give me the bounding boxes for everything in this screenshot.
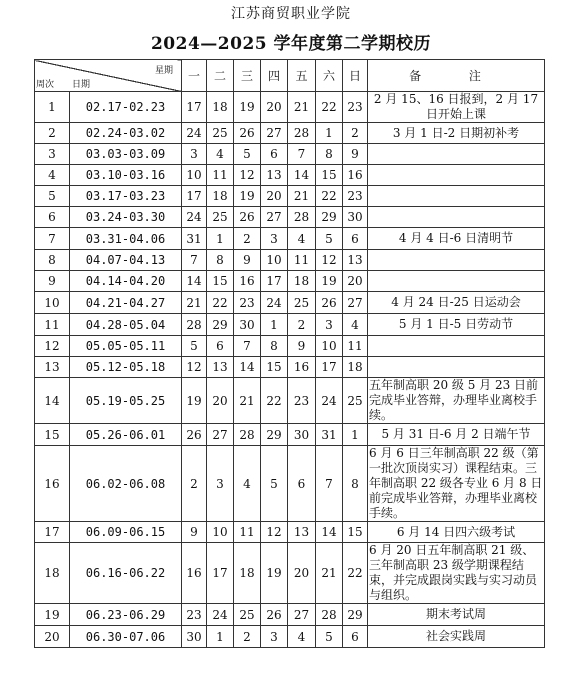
week-number-label: 周次: [36, 80, 55, 90]
date-range: 03.03-03.09: [70, 144, 182, 165]
weekday-header: 四: [261, 60, 288, 92]
page-title: 2024—2025 学年度第二学期校历: [150, 34, 432, 54]
day-cell: 31: [316, 424, 343, 446]
day-cell: 1: [207, 228, 234, 250]
date-range: 05.19-05.25: [70, 378, 182, 424]
remark-cell: 6 月 6 日三年制高职 22 级（第一批次顶岗实习）课程结束。三年制高职 22 级各专业 6 月 8 日前完成毕业答辩，办理毕业离校手续。: [368, 446, 545, 522]
day-cell: 23: [182, 604, 207, 626]
day-cell: 17: [182, 186, 207, 207]
day-cell: 25: [234, 604, 261, 626]
table-header-row: [35, 60, 545, 92]
day-cell: 7: [288, 144, 316, 165]
day-cell: 30: [343, 207, 368, 228]
remark-cell: 期末考试周: [368, 604, 545, 626]
date-range: 06.30-07.06: [70, 626, 182, 648]
day-cell: 1: [261, 314, 288, 336]
day-cell: 28: [234, 424, 261, 446]
date-label: 日期: [72, 80, 91, 90]
day-cell: 12: [316, 250, 343, 271]
calendar-body: [35, 92, 545, 648]
week-number: 8: [35, 250, 70, 271]
date-range: 04.21-04.27: [70, 292, 182, 314]
remark-cell: 4 月 24 日-25 日运动会: [368, 292, 545, 314]
day-cell: 23: [234, 292, 261, 314]
day-cell: 10: [316, 336, 343, 357]
day-cell: 4: [288, 228, 316, 250]
weekday-header: 六: [316, 60, 343, 92]
day-cell: 26: [316, 292, 343, 314]
week-number: 14: [35, 378, 70, 424]
table-row: [35, 228, 545, 250]
day-cell: 9: [343, 144, 368, 165]
day-cell: 5: [234, 144, 261, 165]
day-cell: 12: [182, 357, 207, 378]
week-number: 18: [35, 543, 70, 604]
day-cell: 13: [288, 522, 316, 543]
week-number: 15: [35, 424, 70, 446]
date-range: 04.07-04.13: [70, 250, 182, 271]
day-cell: 19: [234, 186, 261, 207]
day-cell: 23: [343, 186, 368, 207]
day-cell: 25: [207, 207, 234, 228]
day-cell: 20: [261, 186, 288, 207]
date-range: 06.23-06.29: [70, 604, 182, 626]
day-cell: 26: [234, 123, 261, 144]
day-cell: 15: [261, 357, 288, 378]
weekday-header: 三: [234, 60, 261, 92]
day-cell: 25: [207, 123, 234, 144]
day-cell: 4: [288, 626, 316, 648]
day-cell: 21: [288, 186, 316, 207]
week-number: 19: [35, 604, 70, 626]
day-cell: 17: [207, 543, 234, 604]
day-cell: 23: [288, 378, 316, 424]
remark-cell: [368, 271, 545, 292]
week-number: 11: [35, 314, 70, 336]
day-cell: 25: [288, 292, 316, 314]
date-range: 05.05-05.11: [70, 336, 182, 357]
table-row: [35, 446, 545, 522]
diagonal-header-cell: [35, 60, 182, 92]
day-cell: 11: [207, 165, 234, 186]
day-cell: 28: [288, 123, 316, 144]
table-row: [35, 250, 545, 271]
day-cell: 2: [343, 123, 368, 144]
day-cell: 13: [261, 165, 288, 186]
day-cell: 18: [343, 357, 368, 378]
day-cell: 17: [261, 271, 288, 292]
day-cell: 8: [343, 446, 368, 522]
day-cell: 14: [288, 165, 316, 186]
week-number: 2: [35, 123, 70, 144]
day-cell: 3: [261, 626, 288, 648]
day-cell: 4: [234, 446, 261, 522]
table-row: [35, 123, 545, 144]
date-range: 02.24-03.02: [70, 123, 182, 144]
day-cell: 27: [207, 424, 234, 446]
remark-cell: [368, 357, 545, 378]
remark-cell: [368, 165, 545, 186]
day-cell: 1: [343, 424, 368, 446]
remark-cell: [368, 186, 545, 207]
day-cell: 27: [343, 292, 368, 314]
remark-cell: 5 月 1 日-5 日劳动节: [368, 314, 545, 336]
day-cell: 5: [316, 228, 343, 250]
day-cell: 11: [288, 250, 316, 271]
day-cell: 19: [316, 271, 343, 292]
day-cell: 29: [316, 207, 343, 228]
week-number: 1: [35, 92, 70, 123]
day-cell: 21: [234, 378, 261, 424]
date-range: 04.28-05.04: [70, 314, 182, 336]
weekday-header: 日: [343, 60, 368, 92]
day-cell: 8: [207, 250, 234, 271]
week-number: 4: [35, 165, 70, 186]
date-range: 05.26-06.01: [70, 424, 182, 446]
day-cell: 27: [261, 207, 288, 228]
day-cell: 2: [182, 446, 207, 522]
day-cell: 3: [316, 314, 343, 336]
day-cell: 26: [182, 424, 207, 446]
table-row: [35, 424, 545, 446]
remark-cell: 6 月 20 日五年制高职 21 级、三年制高职 23 级学期课程结束，并完成跟岗实践与实习动员与组织。: [368, 543, 545, 604]
day-cell: 29: [207, 314, 234, 336]
day-cell: 5: [316, 626, 343, 648]
day-cell: 16: [182, 543, 207, 604]
week-number: 3: [35, 144, 70, 165]
remark-cell: 社会实践周: [368, 626, 545, 648]
day-cell: 16: [343, 165, 368, 186]
date-range: 06.02-06.08: [70, 446, 182, 522]
remark-cell: [368, 144, 545, 165]
day-cell: 14: [234, 357, 261, 378]
weekday-header: 二: [207, 60, 234, 92]
table-row: [35, 314, 545, 336]
day-cell: 27: [261, 123, 288, 144]
day-cell: 2: [234, 626, 261, 648]
day-cell: 12: [261, 522, 288, 543]
date-range: 04.14-04.20: [70, 271, 182, 292]
day-cell: 17: [182, 92, 207, 123]
day-cell: 3: [261, 228, 288, 250]
day-cell: 21: [182, 292, 207, 314]
day-cell: 24: [182, 123, 207, 144]
table-row: [35, 207, 545, 228]
week-number: 5: [35, 186, 70, 207]
table-row: [35, 144, 545, 165]
day-cell: 27: [288, 604, 316, 626]
day-cell: 21: [288, 92, 316, 123]
day-cell: 22: [207, 292, 234, 314]
remark-cell: 3 月 1 日-2 日期初补考: [368, 123, 545, 144]
day-cell: 6: [261, 144, 288, 165]
date-range: 03.17-03.23: [70, 186, 182, 207]
day-cell: 30: [234, 314, 261, 336]
day-cell: 11: [343, 336, 368, 357]
remarks-header: 备 注: [368, 60, 545, 92]
day-cell: 15: [343, 522, 368, 543]
table-row: [35, 165, 545, 186]
day-cell: 6: [343, 626, 368, 648]
day-cell: 18: [234, 543, 261, 604]
day-cell: 31: [182, 228, 207, 250]
day-cell: 19: [261, 543, 288, 604]
remark-cell: 6 月 14 日四六级考试: [368, 522, 545, 543]
day-cell: 22: [343, 543, 368, 604]
day-cell: 26: [261, 604, 288, 626]
day-cell: 28: [182, 314, 207, 336]
day-cell: 6: [288, 446, 316, 522]
table-row: [35, 543, 545, 604]
week-label: 星期: [154, 66, 173, 76]
day-cell: 19: [234, 92, 261, 123]
day-cell: 14: [182, 271, 207, 292]
day-cell: 30: [288, 424, 316, 446]
day-cell: 7: [316, 446, 343, 522]
day-cell: 3: [182, 144, 207, 165]
day-cell: 2: [288, 314, 316, 336]
day-cell: 20: [207, 378, 234, 424]
date-range: 06.09-06.15: [70, 522, 182, 543]
remark-cell: [368, 250, 545, 271]
date-range: 06.16-06.22: [70, 543, 182, 604]
day-cell: 29: [261, 424, 288, 446]
day-cell: 5: [182, 336, 207, 357]
table-row: [35, 357, 545, 378]
table-row: [35, 186, 545, 207]
day-cell: 20: [288, 543, 316, 604]
day-cell: 20: [343, 271, 368, 292]
day-cell: 4: [343, 314, 368, 336]
week-number: 9: [35, 271, 70, 292]
table-row: [35, 378, 545, 424]
day-cell: 12: [234, 165, 261, 186]
day-cell: 2: [234, 228, 261, 250]
day-cell: 16: [234, 271, 261, 292]
day-cell: 24: [261, 292, 288, 314]
remark-cell: [368, 336, 545, 357]
day-cell: 13: [207, 357, 234, 378]
table-row: [35, 271, 545, 292]
day-cell: 18: [288, 271, 316, 292]
day-cell: 6: [343, 228, 368, 250]
day-cell: 29: [343, 604, 368, 626]
week-number: 7: [35, 228, 70, 250]
day-cell: 10: [207, 522, 234, 543]
day-cell: 28: [288, 207, 316, 228]
day-cell: 7: [182, 250, 207, 271]
week-number: 13: [35, 357, 70, 378]
table-row: [35, 522, 545, 543]
week-number: 6: [35, 207, 70, 228]
day-cell: 19: [182, 378, 207, 424]
day-cell: 22: [316, 186, 343, 207]
day-cell: 16: [288, 357, 316, 378]
day-cell: 18: [207, 186, 234, 207]
day-cell: 26: [234, 207, 261, 228]
day-cell: 10: [182, 165, 207, 186]
day-cell: 24: [207, 604, 234, 626]
table-row: [35, 292, 545, 314]
day-cell: 8: [316, 144, 343, 165]
date-range: 03.24-03.30: [70, 207, 182, 228]
date-range: 03.10-03.16: [70, 165, 182, 186]
week-number: 17: [35, 522, 70, 543]
day-cell: 22: [316, 92, 343, 123]
day-cell: 9: [234, 250, 261, 271]
day-cell: 4: [207, 144, 234, 165]
school-name: 江苏商贸职业学院: [231, 6, 351, 22]
remark-cell: 4 月 4 日-6 日清明节: [368, 228, 545, 250]
day-cell: 18: [207, 92, 234, 123]
day-cell: 5: [261, 446, 288, 522]
day-cell: 20: [261, 92, 288, 123]
day-cell: 15: [207, 271, 234, 292]
day-cell: 25: [343, 378, 368, 424]
table-row: [35, 336, 545, 357]
day-cell: 9: [288, 336, 316, 357]
day-cell: 7: [234, 336, 261, 357]
day-cell: 1: [316, 123, 343, 144]
day-cell: 10: [261, 250, 288, 271]
table-row: [35, 92, 545, 123]
day-cell: 28: [316, 604, 343, 626]
table-row: [35, 626, 545, 648]
week-number: 10: [35, 292, 70, 314]
day-cell: 1: [207, 626, 234, 648]
day-cell: 17: [316, 357, 343, 378]
date-range: 05.12-05.18: [70, 357, 182, 378]
day-cell: 15: [316, 165, 343, 186]
remark-cell: [368, 207, 545, 228]
day-cell: 13: [343, 250, 368, 271]
remark-cell: 2 月 15、16 日报到，2 月 17 日开始上课: [368, 92, 545, 123]
table-row: [35, 604, 545, 626]
weekday-header: 五: [288, 60, 316, 92]
day-cell: 11: [234, 522, 261, 543]
day-cell: 24: [316, 378, 343, 424]
date-range: 03.31-04.06: [70, 228, 182, 250]
day-cell: 23: [343, 92, 368, 123]
day-cell: 24: [182, 207, 207, 228]
week-number: 20: [35, 626, 70, 648]
day-cell: 14: [316, 522, 343, 543]
date-range: 02.17-02.23: [70, 92, 182, 123]
day-cell: 9: [182, 522, 207, 543]
day-cell: 8: [261, 336, 288, 357]
calendar-table: [34, 59, 545, 648]
day-cell: 21: [316, 543, 343, 604]
week-number: 16: [35, 446, 70, 522]
day-cell: 3: [207, 446, 234, 522]
remark-cell: 五年制高职 20 级 5 月 23 日前完成毕业答辩，办理毕业离校手续。: [368, 378, 545, 424]
day-cell: 30: [182, 626, 207, 648]
weekday-header: 一: [182, 60, 207, 92]
week-number: 12: [35, 336, 70, 357]
remark-cell: 5 月 31 日-6 月 2 日端午节: [368, 424, 545, 446]
day-cell: 6: [207, 336, 234, 357]
day-cell: 22: [261, 378, 288, 424]
